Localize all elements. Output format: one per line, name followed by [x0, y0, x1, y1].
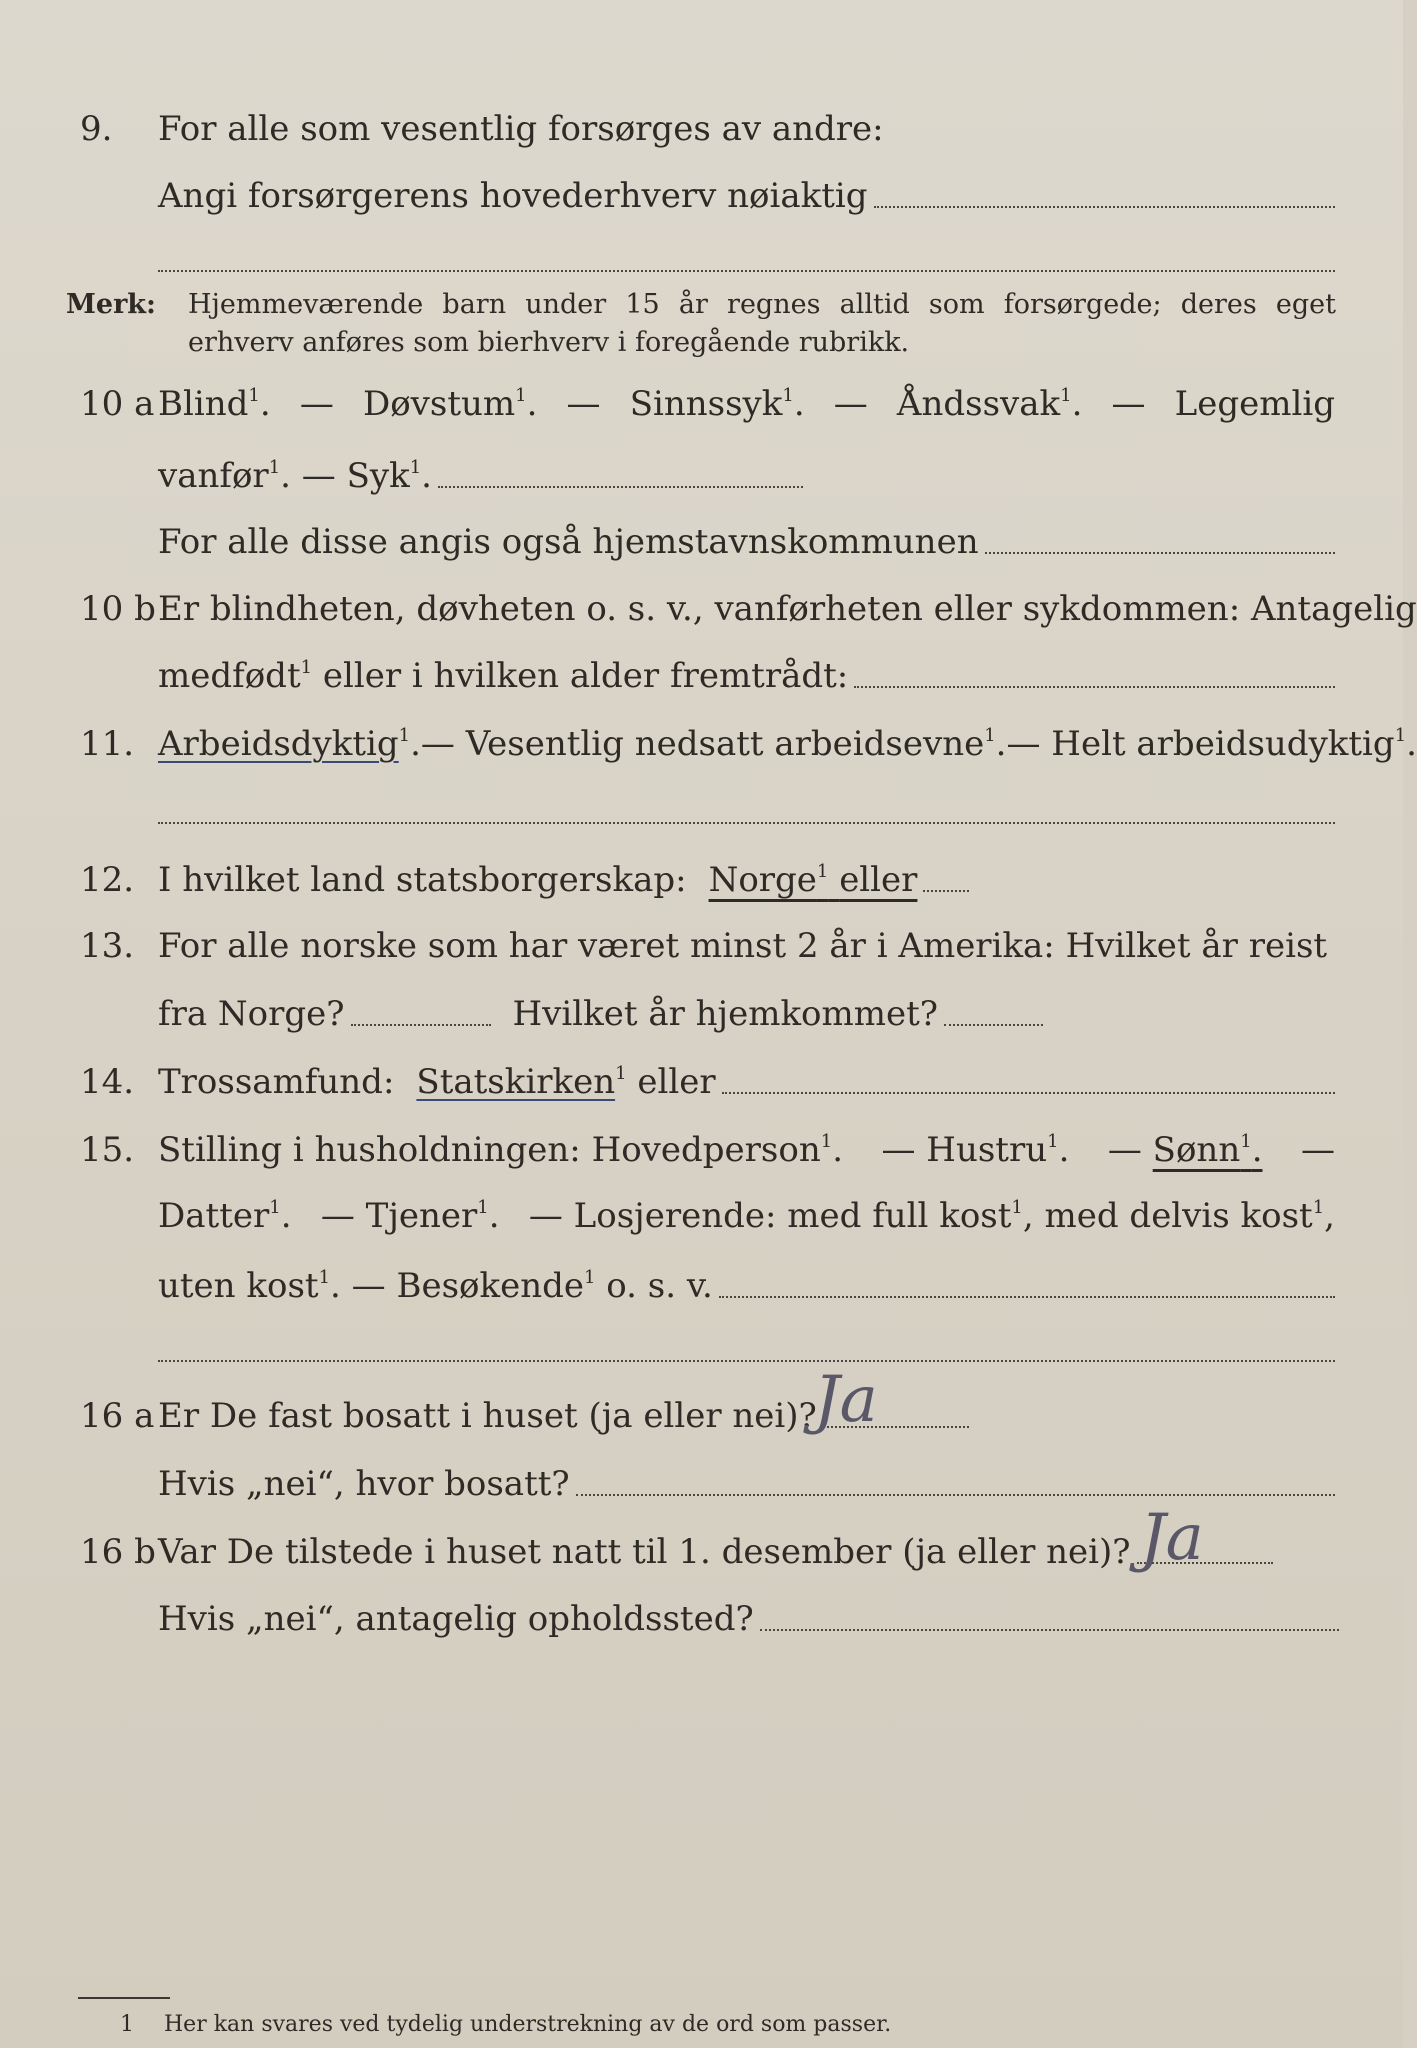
answer-field[interactable] — [722, 1091, 1335, 1094]
question-number: 16 a — [80, 1396, 155, 1436]
question-number: 15. — [80, 1130, 135, 1170]
answer-field[interactable] — [854, 685, 1335, 688]
note-text: Hjemmeværende barn under 15 år regnes alltid som forsørgede; deres eget erhverv anføres som bierhverv i foregående rubrikk. — [188, 289, 1336, 358]
answer-field-extra[interactable] — [158, 1360, 1335, 1362]
question-text: Hvilket år hjemkommet? — [512, 994, 939, 1034]
question-text: Trossamfund: — [158, 1062, 395, 1102]
question-text: Var De tilstede i huset natt til 1. desember (ja eller nei)? — [158, 1532, 1131, 1572]
question-number: 10 b — [80, 589, 156, 629]
option-vanfor[interactable]: vanfør — [158, 456, 269, 496]
footnote-rule — [78, 1997, 170, 1999]
option-norge[interactable]: Norge — [708, 860, 817, 900]
answer-field[interactable] — [438, 485, 803, 488]
option-andssvak[interactable]: Åndssvak — [896, 384, 1061, 424]
option-medfodt[interactable]: medfødt — [158, 656, 301, 696]
question-text: I hvilket land statsborgerskap: — [158, 860, 687, 900]
question-text: Hvis „nei“, antagelig opholdssted? — [158, 1599, 754, 1639]
question-text: Er blindheten, døvheten o. s. v., vanførheten eller sykdommen: Antagelig — [158, 589, 1417, 629]
question-number: 11. — [80, 724, 135, 764]
census-form-page: 9. For alle som vesentlig forsørges av andre: Angi forsørgerens hovederhverv nøiaktig Merk: Hjemmeværende barn under 15 år regnes alltid som forsørgede; deres eget erhverv anføres som bierhverv i foregående rubrikk. 10 a Blind$^1$. — Døvstum$^1$. — Sinnssyk$^1$. — Åndssvak$^1$. — Legemlig vanfør$^1$. — Syk$^1$. For alle disse angis også hjemstavnskommunen 10 b Er blindheten, døvheten o. s. v., vanførheten eller sykdommen: Antagelig medfødt$^1$ eller i hvilken alder fremtrådt: 11. Arbeidsdyktig$^1$. — Vesentlig nedsatt arbeidsevne$^1$. — Helt arbeidsudyktig$^1$. 12. I hvilket land statsborgerskap: Norge$^1$ eller 13. For alle norske som har været minst 2 år i Amerika: Hvilket år reist fra Norge? Hvilket år hjemkommet? 14. Trossamfund: Statskirken$^1$ eller 15. Stilling i husholdningen: Hovedperson$^1$. — Hustru$^1$. — Sønn$^1$. — Datter$^1$. — Tjener$^1$. — Losjerende: med full kost$^1$, med delvis kost$^1$, uten kost$^1$. — Besøkende$^1$ o. s. v. 16 a Er De fast bosatt i huset (ja eller nei)? Ja Hvis „nei“, hvor bosatt? 16 b Var De tilstede i huset natt til 1. desember (ja eller nei)? Ja Hvis „nei“, antagelig opholdssted? 1 Her kan svares ved tydelig understrekning av de ord som passer. — [0, 0, 1403, 2048]
answer-field-extra[interactable] — [158, 270, 1335, 272]
option-nedsatt[interactable]: — Vesentlig nedsatt arbeidsevne — [420, 724, 985, 764]
answer-field[interactable] — [985, 551, 1335, 554]
question-number: 13. — [80, 926, 135, 966]
handwritten-answer: Ja — [1140, 1501, 1204, 1575]
answer-field-extra[interactable] — [158, 822, 1335, 824]
option-besokende[interactable]: — Besøkende — [351, 1266, 584, 1306]
option-uten-kost[interactable]: uten kost — [158, 1266, 319, 1306]
answer-field[interactable] — [874, 205, 1335, 208]
handwritten-answer: Ja — [814, 1363, 878, 1437]
option-statskirken[interactable]: Statskirken — [416, 1062, 616, 1102]
note-label: Merk: — [66, 289, 156, 320]
question-text: For alle som vesentlig forsørges av andre: — [158, 109, 884, 149]
option-full-kost[interactable]: — Losjerende: med full kost — [528, 1196, 1012, 1236]
footnote-mark: 1 — [120, 2012, 134, 2037]
option-blind[interactable]: Blind — [158, 384, 249, 424]
answer-field-hjemkommet[interactable] — [944, 1023, 1043, 1026]
question-text: Hvis „nei“, hvor bosatt? — [158, 1464, 570, 1504]
option-syk[interactable]: Syk — [346, 456, 410, 496]
option-sonn[interactable]: Sønn — [1152, 1130, 1241, 1170]
question-text: fra Norge? — [158, 994, 345, 1034]
option-dovstum[interactable]: Døvstum — [362, 384, 516, 424]
option-sinnssyk[interactable]: Sinnssyk — [629, 384, 783, 424]
option-delvis-kost[interactable]: , med delvis kost — [1022, 1196, 1313, 1236]
option-hustru[interactable]: — Hustru — [881, 1130, 1048, 1170]
question-number: 9. — [80, 109, 113, 149]
question-number: 12. — [80, 860, 135, 900]
question-number: 16 b — [80, 1532, 156, 1572]
question-text: For alle disse angis også hjemstavnskommunen — [158, 522, 979, 562]
answer-field-reist[interactable] — [351, 1023, 491, 1026]
option-hovedperson[interactable]: Stilling i husholdningen: Hovedperson — [158, 1130, 821, 1170]
question-text: For alle norske som har været minst 2 år i Amerika: Hvilket år reist — [158, 926, 1328, 966]
answer-field[interactable] — [760, 1628, 1339, 1631]
option-datter[interactable]: Datter — [158, 1196, 270, 1236]
question-text: Angi forsørgerens hovederhverv nøiaktig — [158, 176, 868, 216]
option-arbeidsdyktig[interactable]: Arbeidsdyktig — [158, 724, 399, 764]
answer-field[interactable] — [719, 1295, 1335, 1298]
option-tjener[interactable]: — Tjener — [320, 1196, 478, 1236]
option-udyktig[interactable]: — Helt arbeidsudyktig — [1006, 724, 1395, 764]
answer-field[interactable] — [923, 889, 969, 892]
answer-field[interactable] — [576, 1493, 1335, 1496]
question-text: Er De fast bosatt i huset (ja eller nei)? — [158, 1396, 817, 1436]
footnote-text: Her kan svares ved tydelig understrekning av de ord som passer. — [164, 2012, 892, 2037]
question-number: 14. — [80, 1062, 135, 1102]
question-number: 10 a — [80, 384, 155, 424]
option-legemlig[interactable]: Legemlig — [1174, 384, 1335, 424]
footnote — [120, 2010, 891, 2040]
